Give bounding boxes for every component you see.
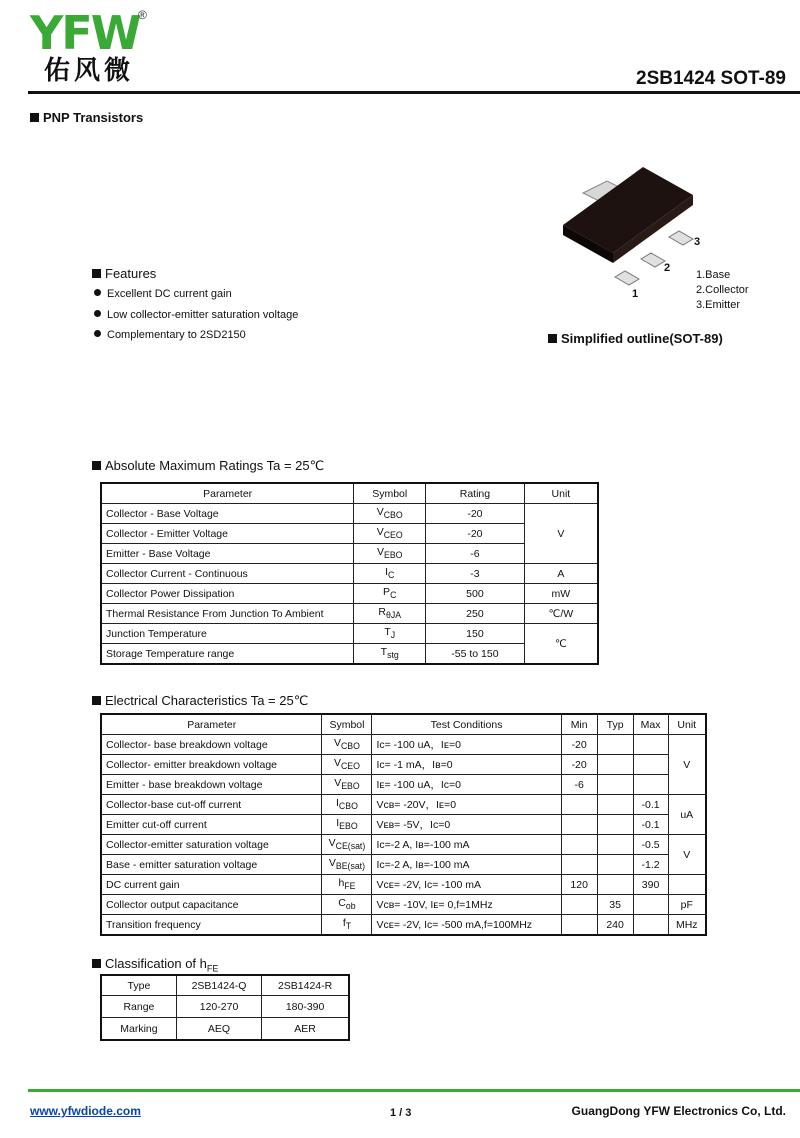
min-cell bbox=[561, 835, 597, 855]
symbol-cell: $V_{BE(sat)}$ bbox=[322, 855, 372, 875]
square-bullet-icon bbox=[92, 959, 101, 968]
electrical-characteristics-table bbox=[100, 713, 707, 936]
value-cell: AER bbox=[262, 1018, 349, 1041]
parameter-cell: Transition frequency bbox=[101, 915, 322, 936]
column-header: Typ bbox=[597, 714, 633, 735]
abs-max-table bbox=[100, 482, 599, 665]
parameter-cell: Emitter cut-off current bbox=[101, 815, 322, 835]
footer-divider bbox=[28, 1089, 800, 1092]
package-caption: Simplified outline(SOT-89) bbox=[548, 331, 723, 346]
min-cell bbox=[561, 915, 597, 936]
column-header: Max bbox=[633, 714, 668, 735]
symbol-cell: $h_{FE}$ bbox=[322, 875, 372, 895]
table-row bbox=[101, 755, 706, 775]
min-cell: -20 bbox=[561, 755, 597, 775]
table-row bbox=[101, 644, 598, 665]
square-bullet-icon bbox=[548, 334, 557, 343]
pin-legend-item: 1.Base bbox=[696, 269, 731, 281]
symbol-cell: $V_{CEO}$ bbox=[354, 524, 426, 544]
condition-cell: Ic= -1 mA，Iʙ=0 bbox=[372, 755, 561, 775]
rating-cell: -55 to 150 bbox=[426, 644, 525, 665]
features-heading: Features bbox=[92, 266, 156, 281]
symbol-cell: $V_{CBO}$ bbox=[354, 504, 426, 524]
logo-registered-mark: ® bbox=[138, 8, 147, 22]
symbol-cell: $P_C$ bbox=[354, 584, 426, 604]
square-bullet-icon bbox=[92, 461, 101, 470]
website-link[interactable]: www.yfwdiode.com bbox=[30, 1104, 141, 1118]
max-cell bbox=[633, 755, 668, 775]
table-row bbox=[101, 504, 598, 524]
min-cell bbox=[561, 815, 597, 835]
rating-cell: -6 bbox=[426, 544, 525, 564]
column-header: Test Conditions bbox=[372, 714, 561, 735]
parameter-cell: Collector-base cut-off current bbox=[101, 795, 322, 815]
rating-cell: 150 bbox=[426, 624, 525, 644]
company-name: GuangDong YFW Electronics Co, Ltd. bbox=[571, 1104, 786, 1118]
unit-cell: A bbox=[524, 564, 598, 584]
min-cell: -20 bbox=[561, 735, 597, 755]
column-header: Unit bbox=[668, 714, 706, 735]
table-row bbox=[101, 915, 706, 936]
row-label-cell: Type bbox=[101, 975, 176, 996]
parameter-cell: Collector output capacitance bbox=[101, 895, 322, 915]
condition-cell: Ic=-2 A, Iʙ=-100 mA bbox=[372, 855, 561, 875]
max-cell: -0.1 bbox=[633, 815, 668, 835]
max-cell bbox=[633, 775, 668, 795]
max-cell: -0.1 bbox=[633, 795, 668, 815]
parameter-cell: Thermal Resistance From Junction To Ambient bbox=[101, 604, 354, 624]
value-cell: 2SB1424-R bbox=[262, 975, 349, 996]
column-header: Rating bbox=[426, 483, 525, 504]
symbol-cell: $V_{CE(sat)}$ bbox=[322, 835, 372, 855]
symbol-cell: $V_{EBO}$ bbox=[354, 544, 426, 564]
unit-cell: MHz bbox=[668, 915, 706, 936]
table-row bbox=[101, 564, 598, 584]
rating-cell: 500 bbox=[426, 584, 525, 604]
min-cell: -6 bbox=[561, 775, 597, 795]
typ-cell bbox=[597, 755, 633, 775]
value-cell: 180-390 bbox=[262, 996, 349, 1018]
parameter-cell: Collector- emitter breakdown voltage bbox=[101, 755, 322, 775]
max-cell: -0.5 bbox=[633, 835, 668, 855]
column-header: Symbol bbox=[322, 714, 372, 735]
rating-cell: 250 bbox=[426, 604, 525, 624]
logo-chinese-name: 佑风微 bbox=[44, 56, 135, 86]
condition-cell: Vᴄʙ= -10V, Iᴇ= 0,f=1MHz bbox=[372, 895, 561, 915]
row-label-cell: Range bbox=[101, 996, 176, 1018]
table-row bbox=[101, 795, 706, 815]
condition-cell: Iᴄ= -100 uA，Iᴇ=0 bbox=[372, 735, 561, 755]
max-cell bbox=[633, 895, 668, 915]
parameter-cell: Emitter - base breakdown voltage bbox=[101, 775, 322, 795]
table-row bbox=[101, 855, 706, 875]
condition-cell: Iᴇ= -100 uA，Ic=0 bbox=[372, 775, 561, 795]
table-row bbox=[101, 584, 598, 604]
row-label-cell: Marking bbox=[101, 1018, 176, 1041]
symbol-cell: $R_{\theta JA}$ bbox=[354, 604, 426, 624]
unit-cell: V bbox=[668, 735, 706, 795]
rating-cell: -20 bbox=[426, 504, 525, 524]
column-header: Unit bbox=[524, 483, 598, 504]
feature-item: Excellent DC current gain bbox=[94, 288, 232, 300]
column-header: Min bbox=[561, 714, 597, 735]
square-bullet-icon bbox=[30, 113, 39, 122]
table-row bbox=[101, 1018, 349, 1041]
parameter-cell: Collector - Emitter Voltage bbox=[101, 524, 354, 544]
rating-cell: -3 bbox=[426, 564, 525, 584]
bullet-dot-icon bbox=[94, 310, 101, 317]
symbol-cell: $C_{ob}$ bbox=[322, 895, 372, 915]
square-bullet-icon bbox=[92, 269, 101, 278]
bullet-dot-icon bbox=[94, 289, 101, 296]
min-cell bbox=[561, 855, 597, 875]
parameter-cell: Collector Current - Continuous bbox=[101, 564, 354, 584]
unit-cell: pF bbox=[668, 895, 706, 915]
header-divider bbox=[28, 91, 800, 94]
typ-cell bbox=[597, 815, 633, 835]
table-row bbox=[101, 975, 349, 996]
typ-cell bbox=[597, 795, 633, 815]
min-cell bbox=[561, 795, 597, 815]
table-row bbox=[101, 775, 706, 795]
max-cell: 390 bbox=[633, 875, 668, 895]
typ-cell bbox=[597, 775, 633, 795]
value-cell: AEQ bbox=[176, 1018, 261, 1041]
min-cell: 120 bbox=[561, 875, 597, 895]
feature-item: Complementary to 2SD2150 bbox=[94, 329, 246, 341]
value-cell: 120-270 bbox=[176, 996, 261, 1018]
rating-cell: -20 bbox=[426, 524, 525, 544]
condition-cell: Vᴄᴇ= -2V, Ic= -500 mA,f=100MHz bbox=[372, 915, 561, 936]
unit-cell: ℃ bbox=[524, 624, 598, 665]
typ-cell bbox=[597, 835, 633, 855]
parameter-cell: Base - emitter saturation voltage bbox=[101, 855, 322, 875]
value-cell: 2SB1424-Q bbox=[176, 975, 261, 996]
unit-cell: V bbox=[668, 835, 706, 875]
unit-cell: uA bbox=[668, 795, 706, 835]
parameter-cell: Collector- base breakdown voltage bbox=[101, 735, 322, 755]
elec-heading: Electrical Characteristics Ta = 25℃ bbox=[92, 693, 308, 709]
logo-yfw: YFW bbox=[30, 6, 140, 60]
square-bullet-icon bbox=[92, 696, 101, 705]
pin-legend-item: 3.Emitter bbox=[696, 299, 741, 311]
parameter-cell: Junction Temperature bbox=[101, 624, 354, 644]
document-title: 2SB1424 SOT-89 bbox=[636, 68, 786, 89]
unit-cell: ℃/W bbox=[524, 604, 598, 624]
symbol-cell: $I_{CBO}$ bbox=[322, 795, 372, 815]
typ-cell: 240 bbox=[597, 915, 633, 936]
table-row bbox=[101, 895, 706, 915]
min-cell bbox=[561, 895, 597, 915]
abs-max-heading: Absolute Maximum Ratings Ta = 25℃ bbox=[92, 458, 324, 474]
symbol-cell: $V_{EBO}$ bbox=[322, 775, 372, 795]
table-header-row bbox=[101, 714, 706, 735]
symbol-cell: $T_J$ bbox=[354, 624, 426, 644]
table-row bbox=[101, 875, 706, 895]
pin-number-label: 3 bbox=[694, 236, 701, 248]
parameter-cell: DC current gain bbox=[101, 875, 322, 895]
column-header: Parameter bbox=[101, 714, 322, 735]
table-row bbox=[101, 815, 706, 835]
symbol-cell: $I_C$ bbox=[354, 564, 426, 584]
table-header-row bbox=[101, 483, 598, 504]
max-cell bbox=[633, 735, 668, 755]
condition-cell: Vᴇʙ= -5V，Ic=0 bbox=[372, 815, 561, 835]
unit-cell: mW bbox=[524, 584, 598, 604]
symbol-cell: $I_{EBO}$ bbox=[322, 815, 372, 835]
typ-cell bbox=[597, 735, 633, 755]
table-row bbox=[101, 604, 598, 624]
symbol-cell: $f_T$ bbox=[322, 915, 372, 936]
parameter-cell: Collector-emitter saturation voltage bbox=[101, 835, 322, 855]
table-row bbox=[101, 735, 706, 755]
condition-cell: Vᴄʙ= -20V，Iᴇ=0 bbox=[372, 795, 561, 815]
max-cell: -1.2 bbox=[633, 855, 668, 875]
typ-cell: 35 bbox=[597, 895, 633, 915]
table-row bbox=[101, 835, 706, 855]
symbol-cell: $V_{CEO}$ bbox=[322, 755, 372, 775]
pin-legend bbox=[696, 268, 749, 313]
classification-heading: Classification of $h_{FE}$ bbox=[92, 956, 218, 974]
column-header: Symbol bbox=[354, 483, 426, 504]
table-row bbox=[101, 524, 598, 544]
pin-legend-item: 2.Collector bbox=[696, 284, 749, 296]
sot89-package-illustration bbox=[545, 155, 715, 305]
classification-table bbox=[100, 974, 350, 1041]
table-row bbox=[101, 624, 598, 644]
typ-cell bbox=[597, 855, 633, 875]
table-row bbox=[101, 996, 349, 1018]
parameter-cell: Storage Temperature range bbox=[101, 644, 354, 665]
page-number: 1 / 3 bbox=[390, 1107, 412, 1119]
condition-cell: Vᴄᴇ= -2V, Ic= -100 mA bbox=[372, 875, 561, 895]
max-cell bbox=[633, 915, 668, 936]
feature-item: Low collector-emitter saturation voltage bbox=[94, 309, 298, 321]
parameter-cell: Collector Power Dissipation bbox=[101, 584, 354, 604]
pin-number-label: 1 bbox=[632, 288, 639, 300]
parameter-cell: Collector - Base Voltage bbox=[101, 504, 354, 524]
pin-number-label: 2 bbox=[664, 262, 671, 274]
type-heading: PNP Transistors bbox=[30, 110, 143, 125]
parameter-cell: Emitter - Base Voltage bbox=[101, 544, 354, 564]
column-header: Parameter bbox=[101, 483, 354, 504]
bullet-dot-icon bbox=[94, 330, 101, 337]
table-row bbox=[101, 544, 598, 564]
condition-cell: Ic=-2 A, Iʙ=-100 mA bbox=[372, 835, 561, 855]
unit-cell bbox=[668, 875, 706, 895]
unit-cell: V bbox=[524, 504, 598, 564]
symbol-cell: $V_{CBO}$ bbox=[322, 735, 372, 755]
typ-cell bbox=[597, 875, 633, 895]
symbol-cell: $T_{stg}$ bbox=[354, 644, 426, 665]
